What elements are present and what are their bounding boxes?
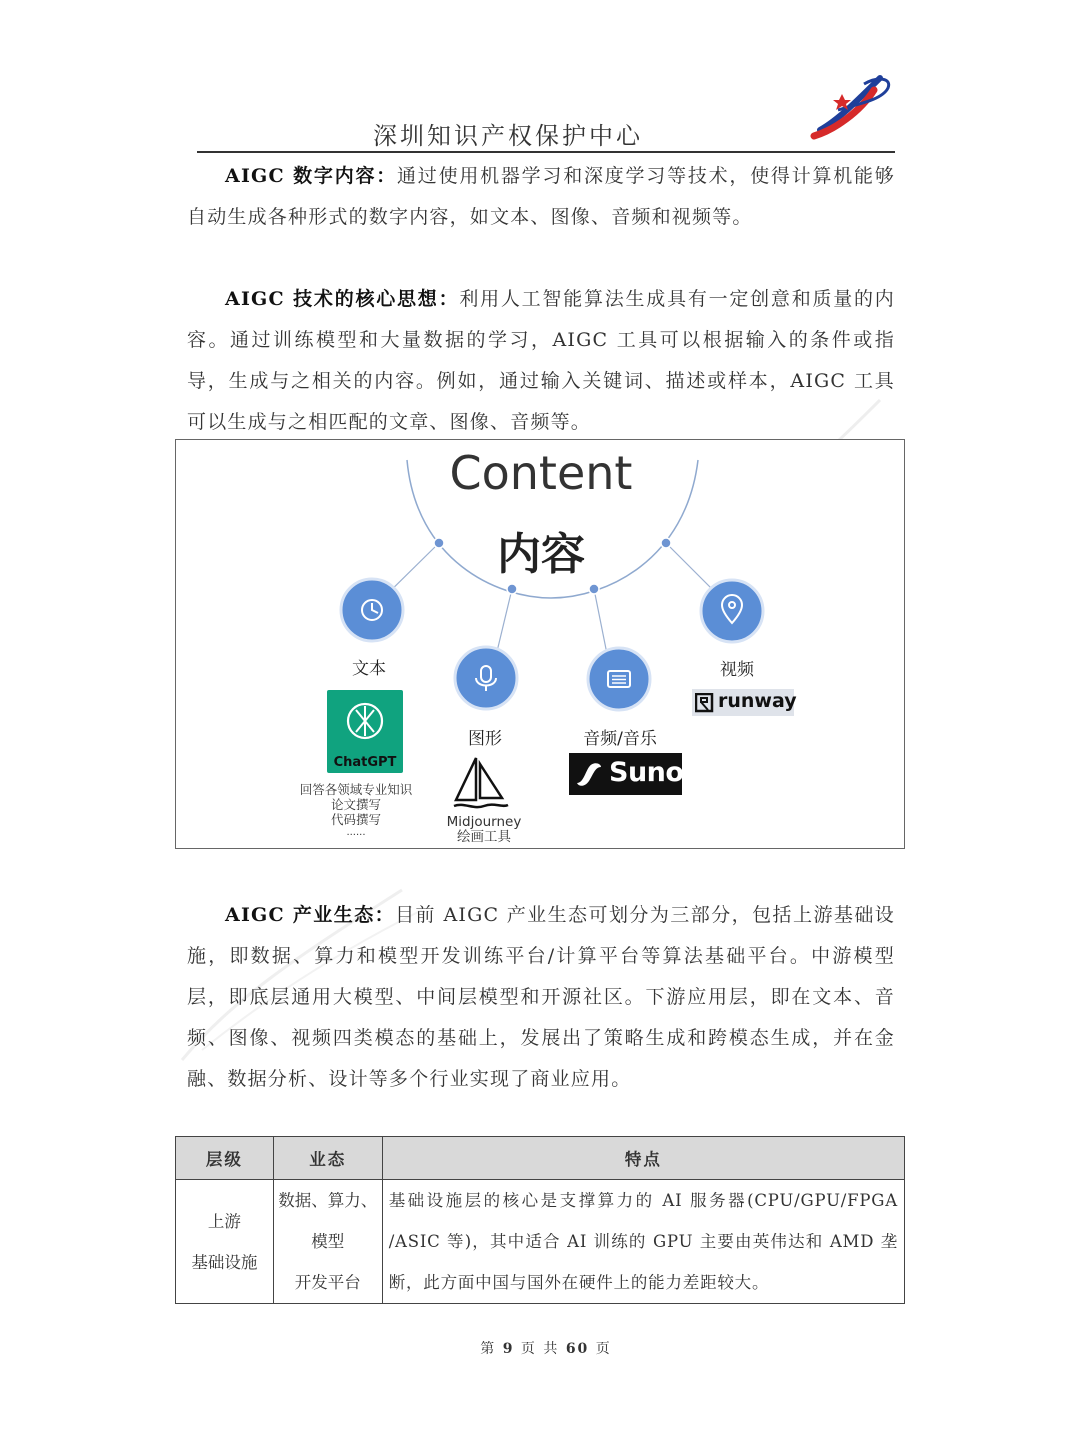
total-pages: 60 xyxy=(565,1341,590,1357)
paragraph-aigc-ecosystem xyxy=(187,895,895,1100)
page-footer xyxy=(0,1338,1080,1358)
chatgpt-use-item: 回答各领域专业知识 xyxy=(299,782,413,797)
midjourney-name: Midjourney xyxy=(446,814,522,830)
header-divider xyxy=(197,151,895,153)
node-label-video: 视频 xyxy=(720,660,754,680)
suno-badge xyxy=(569,753,682,795)
column-header-level: 层级 xyxy=(176,1137,274,1180)
table-header-row xyxy=(176,1137,905,1180)
chatgpt-use-item: 论文撰写 xyxy=(330,797,381,812)
paragraph-text: 通过使用机器学习和深度学习等技术，使得计算机能够自动生成各种形式的数字内容，如文本、图像、音频和视频等。 xyxy=(187,165,895,228)
paragraph-aigc-digital-content xyxy=(187,156,895,238)
footer-middle: 页 共 xyxy=(520,1341,560,1357)
node-label-graphics: 图形 xyxy=(468,729,502,749)
paragraph-aigc-core-idea xyxy=(187,279,895,443)
diagram-title-english: Content xyxy=(449,446,633,500)
midjourney-desc: 绘画工具 xyxy=(457,829,511,845)
runway-logo-mark xyxy=(695,693,715,713)
node-label-text: 文本 xyxy=(352,659,386,679)
paragraph-text: 目前 AIGC 产业生态可划分为三部分，包括上游基础设施，即数据、算力和模型开发训练平台/计算平台等算法基础平台。中游模型层，即底层通用大模型、中间层模型和开源社区。下游应用层，即在文本、音频、图像、视频四类模态的基础上，发展出了策略生成和跨模态生成，并在金融、数据分析、设计等多个行业实现了商业应用。 xyxy=(187,904,895,1090)
chatgpt-use-item: 代码撰写 xyxy=(330,812,381,827)
cell-business-line: 开发平台 xyxy=(294,1273,361,1292)
cell-feature: 基础设施层的核心是支撑算力的 AI 服务器(CPU/GPU/FPGA /ASIC 等)，其中适合 AI 训练的 GPU 主要由英伟达和 AMD 垄断，此方面中国与国外在硬件上的能力差距较大。 xyxy=(382,1180,904,1304)
paragraph-lead: AIGC 产业生态： xyxy=(225,904,396,926)
paragraph-lead: AIGC 技术的核心思想： xyxy=(225,288,460,310)
industry-layer-table xyxy=(175,1136,905,1304)
midjourney-caption xyxy=(434,815,534,845)
runway-badge xyxy=(692,689,797,716)
paragraph-lead: AIGC 数字内容： xyxy=(225,165,398,187)
cell-level-line: 上游 xyxy=(207,1211,241,1231)
paragraph-text: 利用人工智能算法生成具有一定创意和质量的内容。通过训练模型和大量数据的学习，AIGC 工具可以根据输入的条件或指导，生成与之相关的内容。例如，通过输入关键词、描述或样本，AIGC 工具可以生成与之相匹配的文章、图像、音频等。 xyxy=(187,288,895,433)
table-row xyxy=(176,1180,905,1304)
cell-business xyxy=(273,1180,382,1304)
chatgpt-uses xyxy=(286,782,426,839)
chatgpt-use-item: ...... xyxy=(346,827,366,838)
column-header-feature: 特点 xyxy=(382,1137,904,1180)
cell-level xyxy=(176,1180,274,1304)
column-header-business: 业态 xyxy=(273,1137,382,1180)
cell-level-line: 基础设施 xyxy=(191,1252,258,1272)
page-number: 9 xyxy=(502,1341,515,1357)
footer-suffix: 页 xyxy=(595,1341,612,1357)
suno-logo-mark xyxy=(577,763,605,787)
cell-business-line: 数据、算力、 xyxy=(278,1191,378,1210)
diagram-title-chinese: 内容 xyxy=(497,529,585,580)
footer-prefix: 第 xyxy=(480,1341,497,1357)
header-title: 深圳知识产权保护中心 xyxy=(373,122,643,150)
cell-business-line: 模型 xyxy=(311,1232,345,1251)
content-diagram xyxy=(175,439,905,849)
node-label-audio: 音频/音乐 xyxy=(583,729,657,749)
chatgpt-name: ChatGPT xyxy=(333,755,397,770)
runway-name: runway xyxy=(718,690,797,712)
suno-name: Suno xyxy=(609,757,684,788)
